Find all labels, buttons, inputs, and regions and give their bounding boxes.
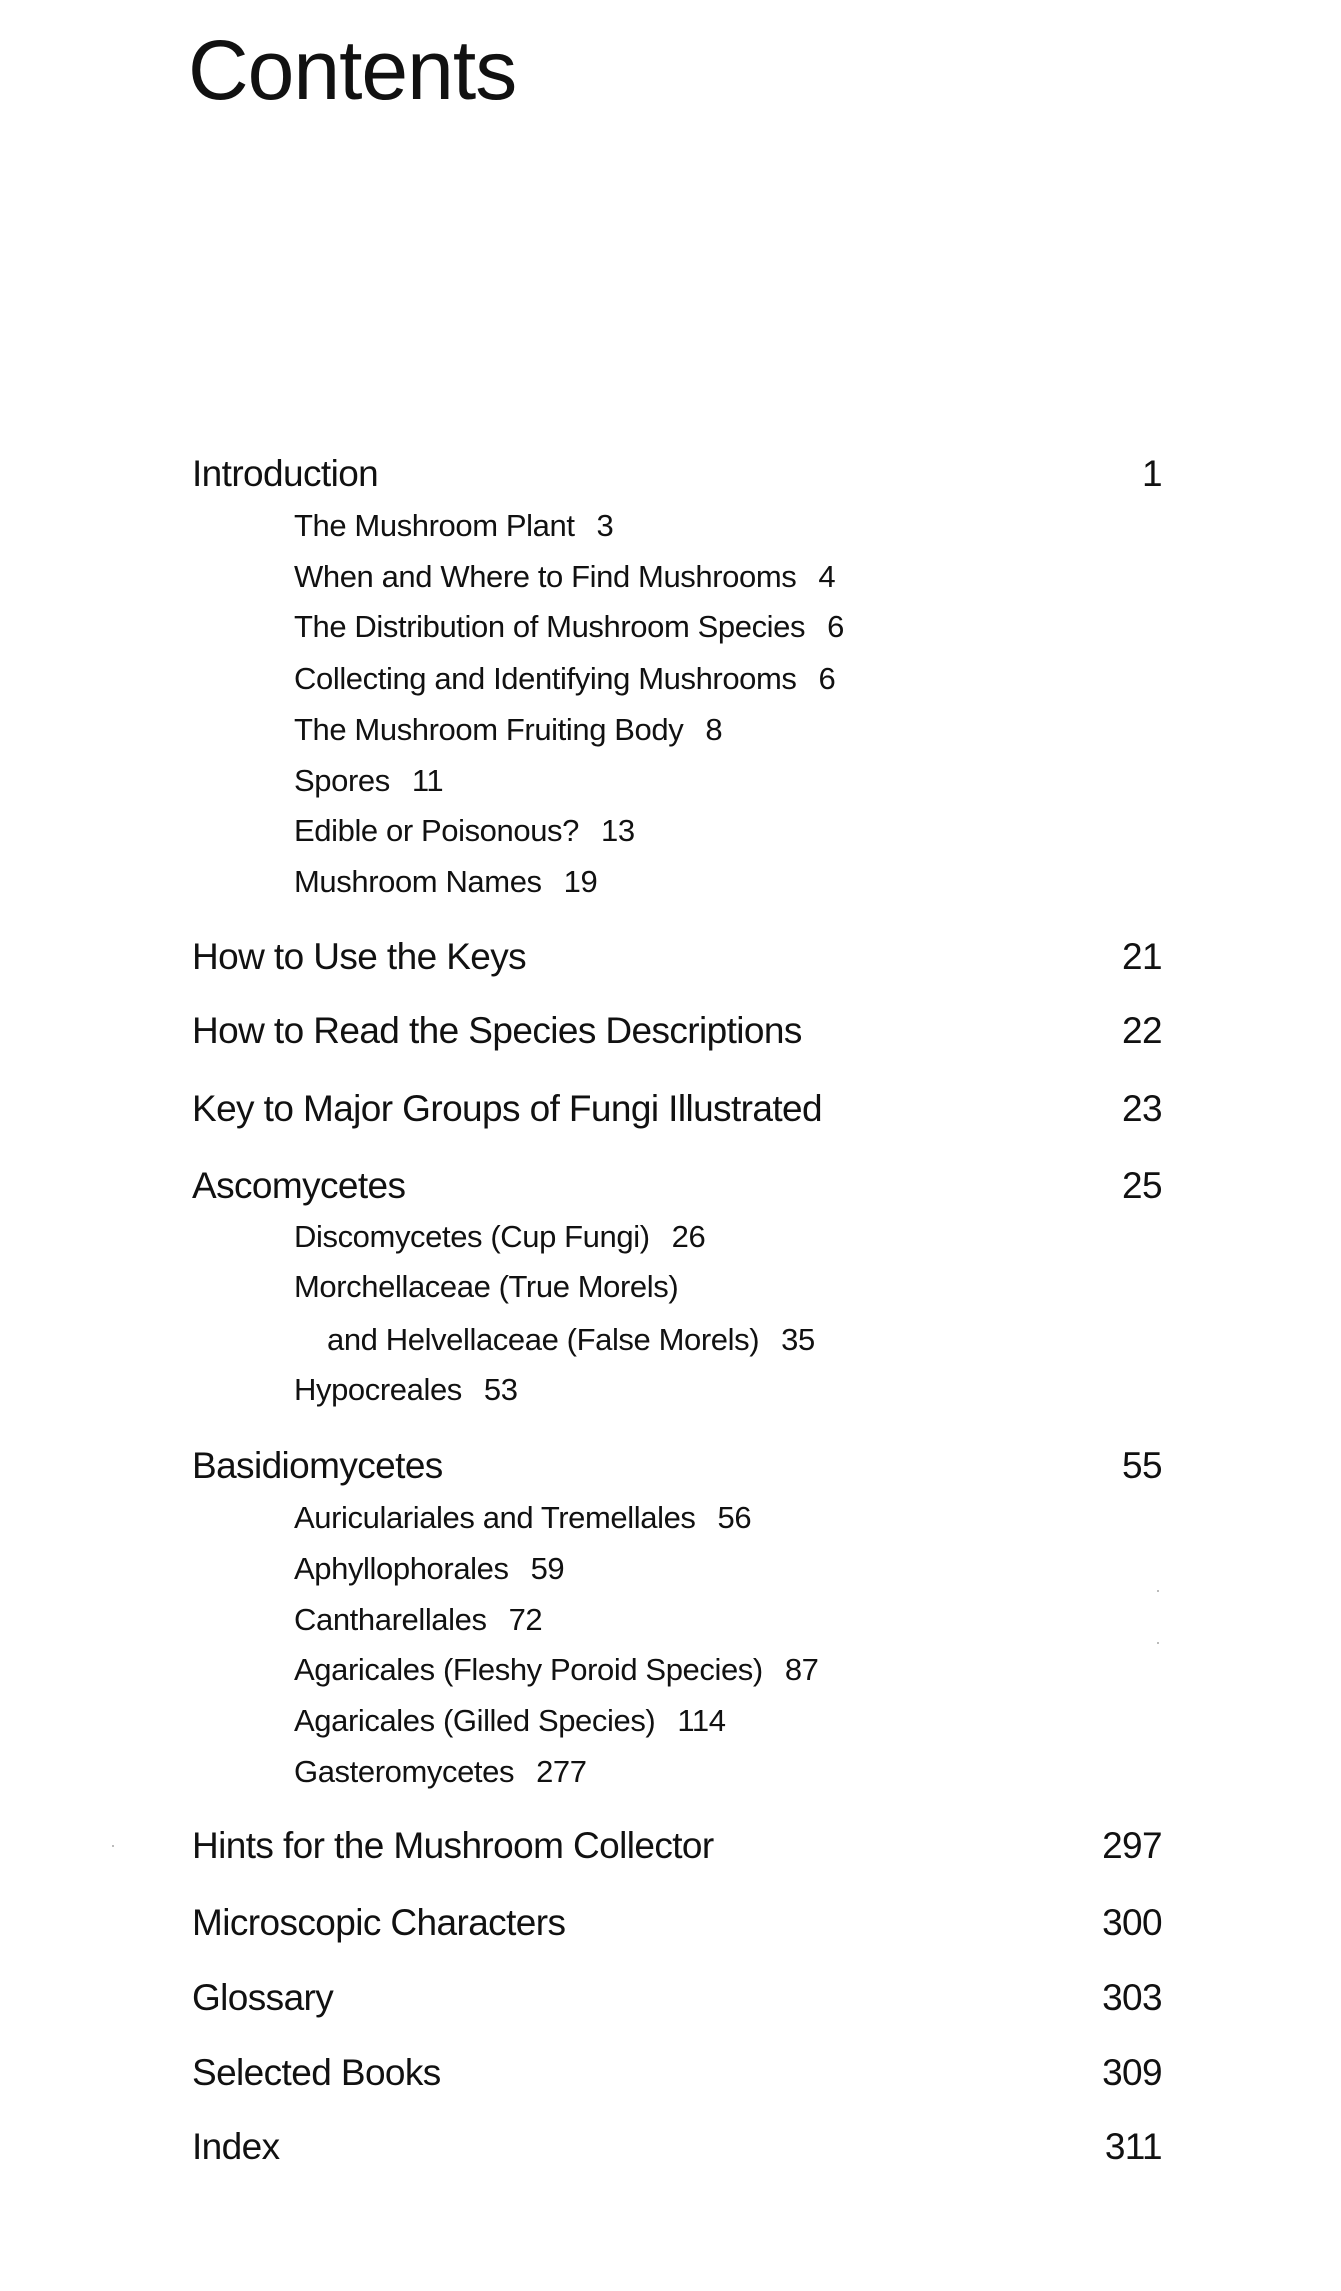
toc-entry-page: 55 [1122,1445,1162,1486]
toc-subentry-label: Edible or Poisonous? [294,813,579,848]
toc-entry-ascomycetes[interactable] [192,1164,1162,1208]
toc-subentry-label: Gasteromycetes [294,1754,515,1789]
toc-entry-how-to-read-descriptions[interactable] [192,1009,1162,1053]
toc-subentry[interactable] [294,1215,705,1259]
toc-entry-page: 22 [1122,1010,1162,1051]
toc-entry-label: Ascomycetes [192,1165,406,1206]
toc-subentry[interactable] [294,809,635,853]
toc-subentry[interactable] [294,1368,518,1412]
toc-entry-label: Microscopic Characters [192,1902,566,1943]
toc-entry-page: 1 [1142,453,1162,494]
toc-entry-selected-books[interactable] [192,2051,1162,2095]
toc-subentry-page: 8 [705,712,723,747]
toc-subentry-page: 19 [563,864,598,899]
toc-entry-page: 25 [1122,1165,1162,1206]
toc-subentry[interactable] [294,1496,751,1540]
toc-subentry-label: When and Where to Find Mushrooms [294,559,797,594]
toc-subentry-page: 114 [677,1703,726,1738]
toc-subentry-label: Discomycetes (Cup Fungi) [294,1219,650,1254]
toc-subentry-label: The Mushroom Fruiting Body [294,712,684,747]
toc-entry-index[interactable] [192,2125,1162,2169]
toc-entry-label: How to Read the Species Descriptions [192,1010,802,1051]
toc-subentry-page: 6 [827,609,844,644]
toc-subentry-page: 13 [600,813,635,848]
toc-subentry-page: 277 [536,1754,587,1789]
toc-entry-key-to-major-groups[interactable] [192,1087,1162,1131]
toc-entry-label: Introduction [192,453,379,494]
toc-subentry-label: Hypocreales [294,1372,462,1407]
toc-subentry[interactable] [294,860,597,904]
scan-speck [112,1845,114,1847]
toc-subentry-page: 26 [671,1219,706,1254]
toc-subentry-label: Cantharellales [294,1602,487,1637]
toc-subentry-label: Mushroom Names [294,864,542,899]
toc-entry-page: 309 [1102,2052,1162,2093]
toc-subentry-label: Agaricales (Fleshy Poroid Species) [294,1652,763,1687]
toc-entry-hints[interactable] [192,1824,1162,1868]
toc-entry-label: Key to Major Groups of Fungi Illustrated [192,1088,822,1129]
toc-subentry-page: 87 [784,1652,819,1687]
toc-subentry[interactable] [294,1750,587,1794]
toc-subentry-page: 3 [596,508,614,543]
toc-entry-introduction[interactable] [192,452,1162,496]
toc-subentry[interactable] [294,605,844,649]
toc-subentry[interactable] [294,555,835,599]
toc-entry-microscopic-characters[interactable] [192,1901,1162,1945]
toc-subentry-label: Collecting and Identifying Mushrooms [294,661,797,696]
toc-subentry-label: Morchellaceae (True Morels) [294,1269,679,1304]
toc-subentry[interactable] [294,1648,819,1692]
toc-entry-label: How to Use the Keys [192,936,527,977]
scan-speck [1157,1590,1159,1592]
toc-entry-page: 23 [1122,1088,1162,1129]
toc-subentry-label: Spores [294,763,390,798]
toc-entry-label: Selected Books [192,2052,441,2093]
toc-subentry[interactable] [294,708,722,752]
toc-subentry-page: 35 [781,1322,815,1357]
toc-subentry-label: The Distribution of Mushroom Species [294,609,806,644]
toc-subentry[interactable] [294,1265,678,1309]
toc-entry-page: 300 [1102,1902,1162,1943]
toc-subentry-page: 72 [508,1602,543,1637]
toc-subentry-label: Auriculariales and Tremellales [294,1500,696,1535]
toc-subentry-page: 59 [530,1551,565,1586]
toc-entry-label: Index [192,2126,280,2167]
toc-entry-page: 311 [1104,2126,1162,2167]
toc-subentry-page: 6 [818,661,836,696]
toc-subentry[interactable] [294,657,835,701]
toc-subentry-page: 11 [411,763,444,798]
toc-entry-how-to-use-keys[interactable] [192,935,1162,979]
toc-subentry[interactable] [294,759,443,803]
scan-speck [1157,1642,1159,1644]
toc-entry-page: 303 [1102,1977,1162,2018]
toc-subentry[interactable] [294,1699,726,1743]
toc-subentry[interactable] [294,504,613,548]
toc-subentry-label: The Mushroom Plant [294,508,575,543]
toc-subentry-page: 4 [818,559,836,594]
toc-subentry[interactable] [294,1598,542,1642]
toc-entry-glossary[interactable] [192,1976,1162,2020]
toc-entry-label: Hints for the Mushroom Collector [192,1825,714,1866]
toc-entry-page: 21 [1122,936,1162,977]
page-title: Contents [188,23,517,117]
toc-entry-label: Basidiomycetes [192,1445,443,1486]
toc-entry-label: Glossary [192,1977,334,2018]
toc-subentry[interactable] [294,1547,564,1591]
toc-subentry-page: 56 [717,1500,752,1535]
toc-entry-page: 297 [1102,1825,1162,1866]
toc-subentry-label: Agaricales (Gilled Species) [294,1703,656,1738]
toc-subentry-page: 53 [483,1372,518,1407]
toc-subentry-continuation[interactable] [327,1318,815,1362]
toc-subentry-label: Aphyllophorales [294,1551,509,1586]
toc-entry-basidiomycetes[interactable] [192,1444,1162,1488]
toc-subentry-label: and Helvellaceae (False Morels) [327,1322,760,1357]
